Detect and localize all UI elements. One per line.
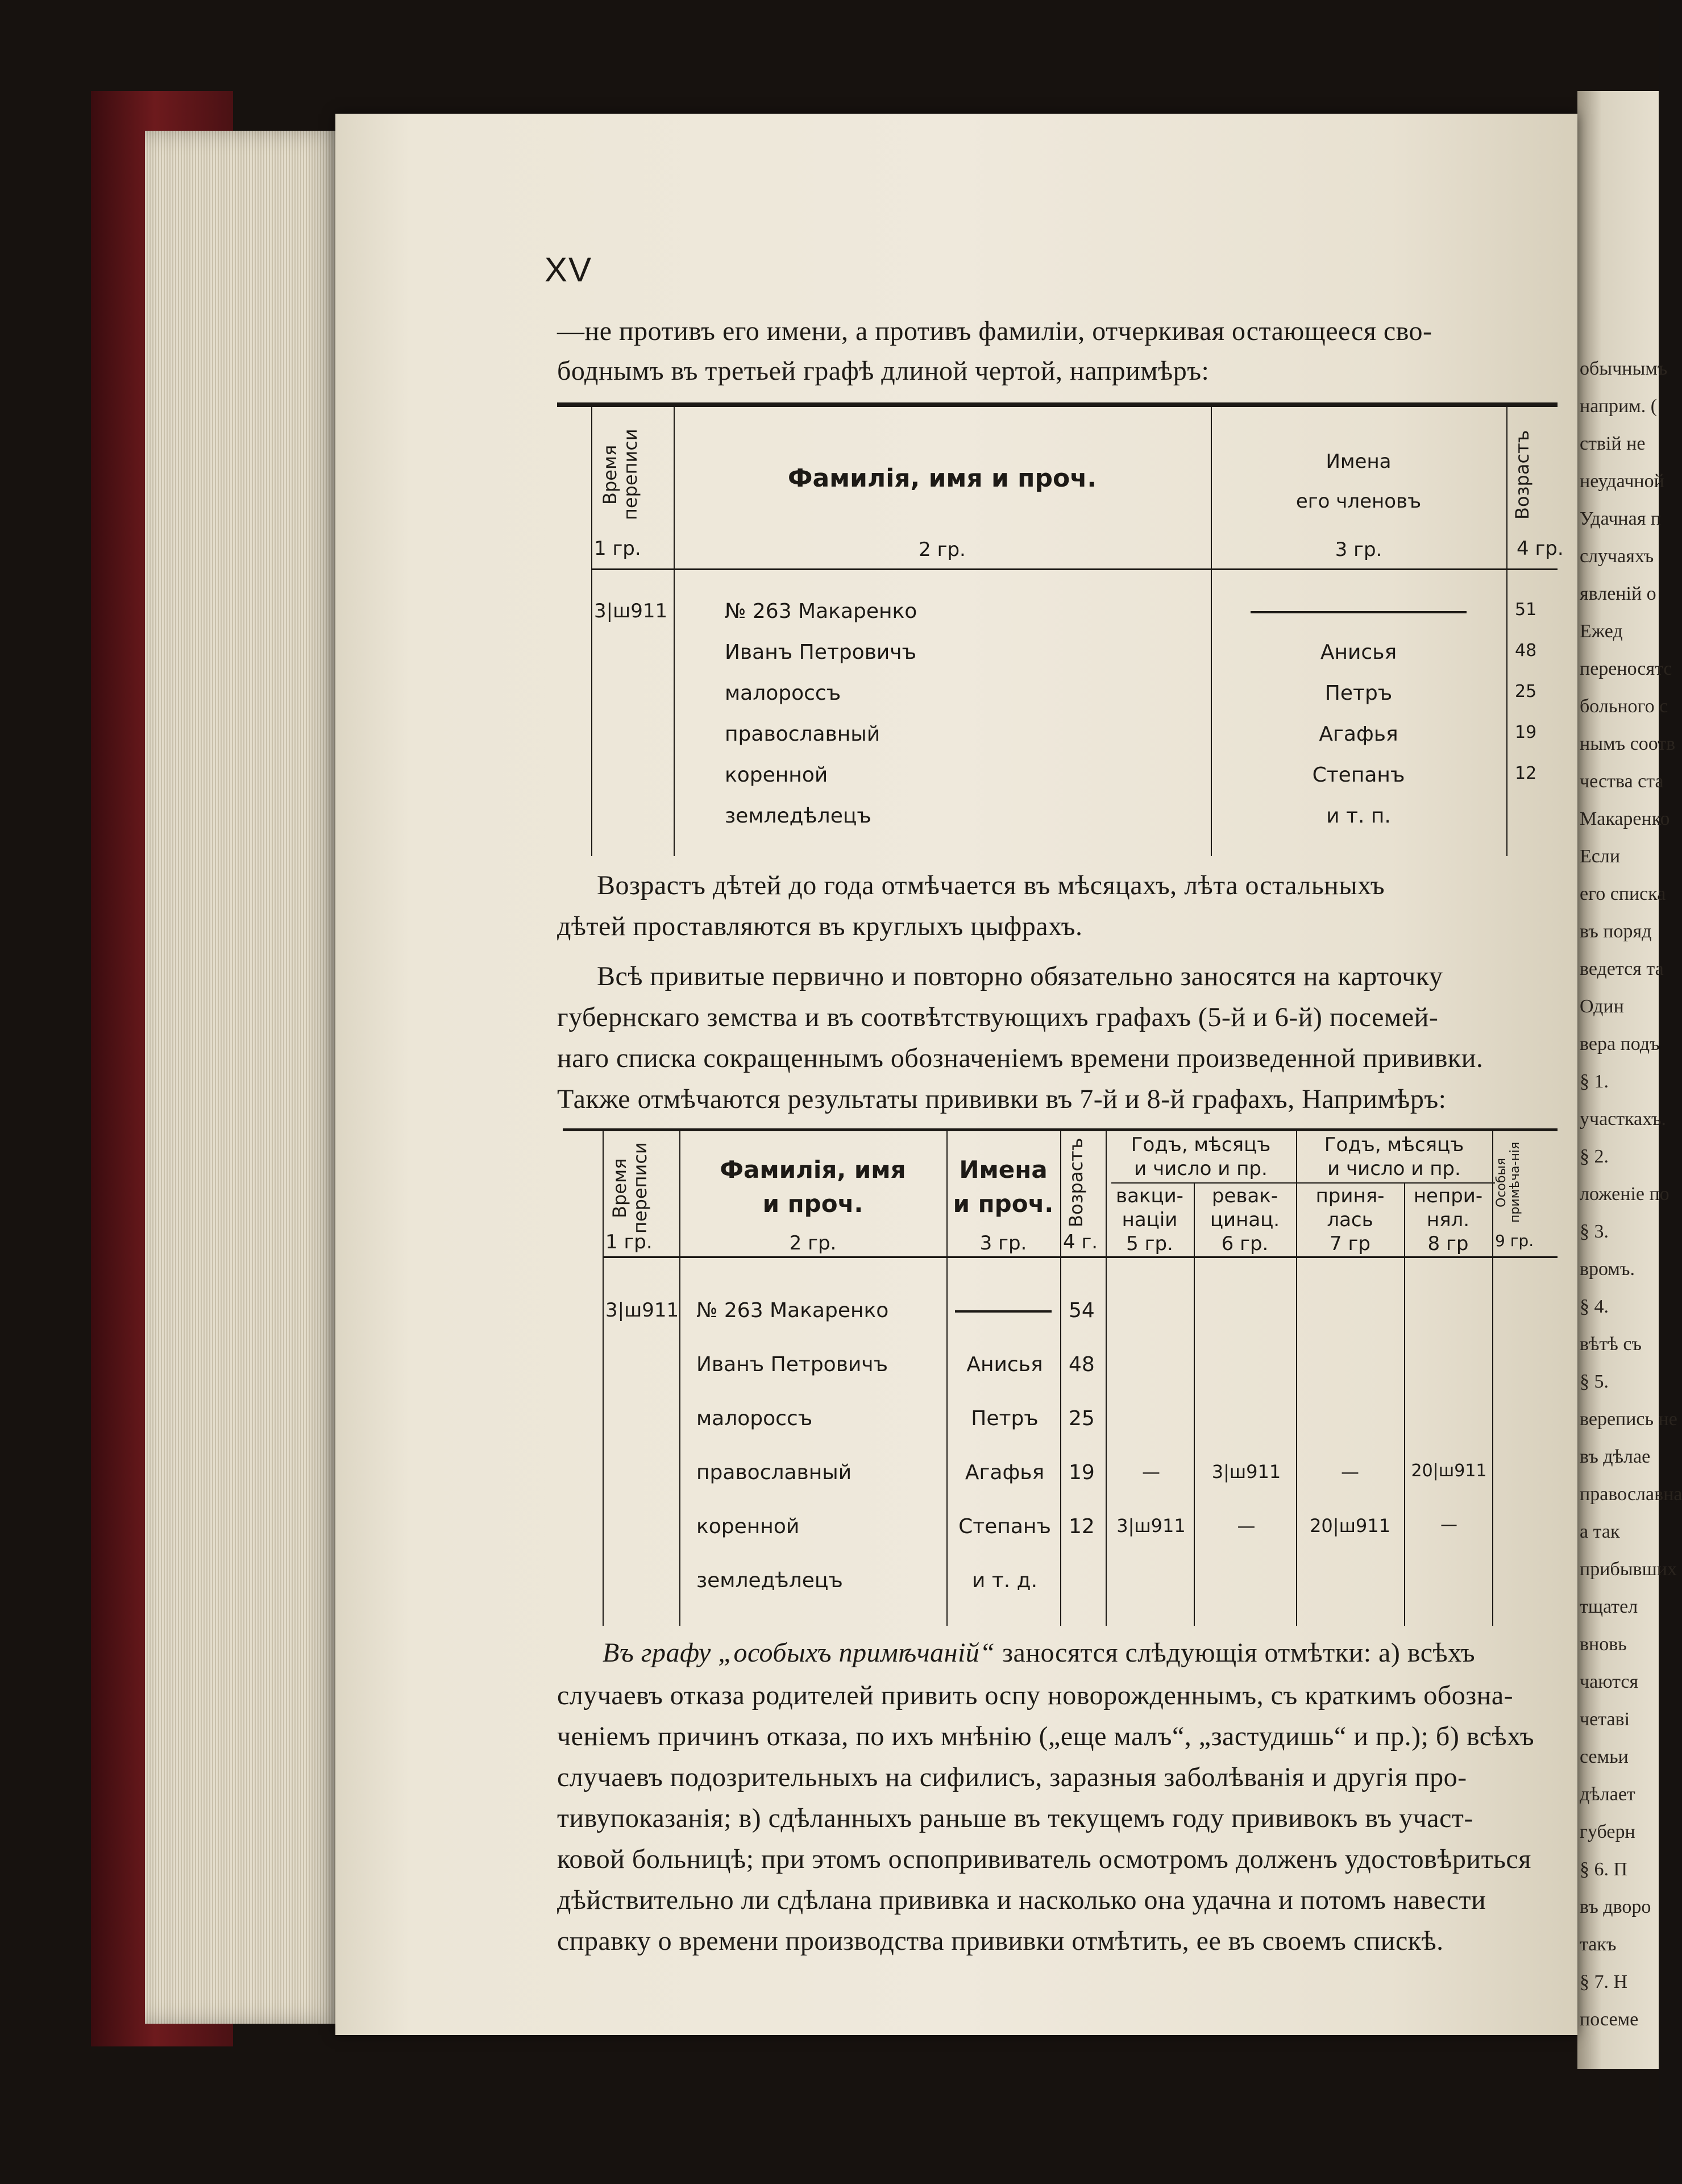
text-line: губернскаго земства и въ соотвѣтствующихъ графахъ (5-й и 6-й) посемей- bbox=[557, 1002, 1439, 1032]
table2-border bbox=[603, 1131, 604, 1626]
table2-header-not-accepted-num: 8 гр bbox=[1427, 1232, 1469, 1255]
table2-col-line bbox=[1060, 1131, 1061, 1626]
adjacent-page-line: Макаренко bbox=[1580, 808, 1670, 829]
table2-header-age-num: 4 г. bbox=[1063, 1231, 1098, 1253]
table2-header-vaccination: вакци- bbox=[1116, 1185, 1183, 1207]
text-line: Также отмѣчаются результаты прививки въ 7-й и 8-й графахъ, Напримѣръ: bbox=[557, 1084, 1447, 1114]
table2-header-year-2: Годъ, мѣсяцъ bbox=[1324, 1133, 1464, 1156]
table2-header-notes-num: 9 гр. bbox=[1495, 1231, 1534, 1250]
table1-age-cell: 19 bbox=[1515, 723, 1537, 742]
table1-family-cell: коренной bbox=[725, 763, 828, 787]
table2-header-vaccination-num: 5 гр. bbox=[1126, 1232, 1173, 1255]
text-line: ковой больницѣ; при этомъ оспопрививатель осмотромъ долженъ удостовѣриться bbox=[557, 1844, 1531, 1874]
table2-header-year-2b: и число и пр. bbox=[1327, 1157, 1461, 1180]
table1-header-time: Время переписи bbox=[599, 429, 641, 521]
adjacent-page-line: ложеніе по bbox=[1580, 1184, 1669, 1205]
table2-header-not-accepted-2: нял. bbox=[1426, 1209, 1470, 1231]
page-number: XV bbox=[545, 251, 593, 289]
adjacent-page-line: § 7. Н bbox=[1580, 1971, 1628, 1992]
adjacent-page-line: вновь bbox=[1580, 1634, 1627, 1655]
table1-name-cell: и т. п. bbox=[1326, 804, 1391, 828]
table1-header-family-num: 2 гр. bbox=[919, 538, 966, 561]
adjacent-page-line: чества ста bbox=[1580, 771, 1664, 792]
text-line: справку о времени производства прививки отмѣтить, ее въ своемъ спискѣ. bbox=[557, 1926, 1444, 1956]
table2-not-accepted-cell: — bbox=[1440, 1515, 1457, 1535]
table2-header-year-1: Годъ, мѣсяцъ bbox=[1131, 1133, 1271, 1156]
adjacent-page-line: явленій о bbox=[1580, 583, 1656, 604]
table1-header-family: Фамилія, имя и проч. bbox=[787, 464, 1097, 493]
adjacent-page-line: вера подъ bbox=[1580, 1033, 1660, 1054]
table2-header-revaccination-num: 6 гр. bbox=[1221, 1232, 1269, 1255]
adjacent-page-line: прибывших bbox=[1580, 1559, 1677, 1580]
adjacent-page-line: § 6. П bbox=[1580, 1859, 1628, 1880]
adjacent-page-line: случаяхъ bbox=[1580, 546, 1654, 567]
adjacent-page bbox=[1577, 91, 1682, 2069]
adjacent-page-line: губерн bbox=[1580, 1821, 1635, 1842]
adjacent-page-line: Если bbox=[1580, 846, 1621, 867]
adjacent-page-line: Ежед bbox=[1580, 621, 1623, 642]
table2-accepted-cell: — bbox=[1341, 1461, 1359, 1483]
table1-date: 3|ш911 bbox=[594, 600, 668, 622]
table2-date: 3|ш911 bbox=[605, 1299, 679, 1322]
table2-header-accepted: приня- bbox=[1315, 1185, 1385, 1207]
adjacent-page-line: ствій не bbox=[1580, 433, 1646, 454]
table2-header-revaccination: ревак- bbox=[1211, 1185, 1278, 1207]
adjacent-page-line: § 1. bbox=[1580, 1071, 1609, 1092]
table2-age-cell: 48 bbox=[1069, 1353, 1095, 1376]
adjacent-page-line: православна bbox=[1580, 1484, 1682, 1505]
adjacent-page-line: § 5. bbox=[1580, 1371, 1609, 1392]
table1-age-cell: 48 bbox=[1515, 641, 1537, 661]
table2-header-rule bbox=[603, 1256, 1558, 1258]
table2-name-cell: и т. д. bbox=[971, 1569, 1038, 1592]
adjacent-page-line: § 2. bbox=[1580, 1146, 1609, 1167]
text-line: —не противъ его имени, а противъ фамиліи, отчеркивая остающееся сво- bbox=[557, 316, 1432, 346]
table2-vaccination-cell: 3|ш911 bbox=[1116, 1515, 1186, 1537]
adjacent-page-line: его списка bbox=[1580, 883, 1666, 904]
table2-accepted-cell: 20|ш911 bbox=[1310, 1515, 1390, 1537]
text-line: Возрастъ дѣтей до года отмѣчается въ мѣсяцахъ, лѣта остальныхъ bbox=[597, 870, 1385, 900]
table2-header-notes: Особыя примѣча-нія bbox=[1494, 1141, 1522, 1223]
table2-header-family-2: и проч. bbox=[762, 1190, 863, 1218]
table2-revaccination-cell: 3|ш911 bbox=[1211, 1461, 1281, 1483]
table2-name-cell: Агафья bbox=[965, 1461, 1045, 1484]
table2-header-family-num: 2 гр. bbox=[789, 1232, 837, 1255]
table2-header-year-1b: и число и пр. bbox=[1134, 1157, 1268, 1180]
adjacent-page-line: а так bbox=[1580, 1521, 1620, 1542]
table2-header-names-2: и проч. bbox=[953, 1190, 1054, 1218]
table1-family-cell: Иванъ Петровичъ bbox=[725, 641, 917, 664]
table2-family-cell: православный bbox=[696, 1461, 852, 1484]
table2-age-cell: 25 bbox=[1069, 1407, 1095, 1430]
text-line: наго списка сокращеннымъ обозначеніемъ времени произведенной прививки. bbox=[557, 1043, 1484, 1073]
table2-name-cell: Степанъ bbox=[958, 1515, 1051, 1538]
table1-name-cell: Степанъ bbox=[1312, 763, 1405, 787]
table1-name-cell: Агафья bbox=[1319, 723, 1398, 746]
table1-name-cell: Петръ bbox=[1324, 682, 1393, 705]
table2-header-time-num: 1 гр. bbox=[605, 1231, 653, 1253]
table1-header-rule bbox=[591, 568, 1558, 570]
table1-age-cell: 12 bbox=[1515, 763, 1537, 783]
table2-not-accepted-cell: 20|ш911 bbox=[1411, 1461, 1487, 1481]
adjacent-page-line: верепись не bbox=[1580, 1409, 1677, 1430]
table2-family-cell: коренной bbox=[696, 1515, 800, 1538]
text-line: дѣтей проставляются въ круглыхъ цыфрахъ. bbox=[557, 911, 1083, 941]
adjacent-page-line: дѣлает bbox=[1580, 1784, 1635, 1805]
adjacent-page-line: Удачная п bbox=[1580, 508, 1662, 529]
italic-term: Въ графу „особыхъ примѣчаній“ bbox=[603, 1638, 995, 1668]
table2-vaccination-cell: — bbox=[1142, 1461, 1160, 1483]
adjacent-page-line: участкахъ. bbox=[1580, 1108, 1667, 1130]
table2-age-cell: 12 bbox=[1069, 1515, 1095, 1538]
table1-family-cell: православный bbox=[725, 723, 881, 746]
table2-header-time: Время переписи bbox=[609, 1142, 651, 1234]
adjacent-page-line: четаві bbox=[1580, 1709, 1630, 1730]
table1-age-cell: 51 bbox=[1515, 600, 1537, 620]
table1-family-cell: малороссъ bbox=[725, 682, 841, 705]
adjacent-page-line: ведется та bbox=[1580, 958, 1664, 979]
table2-header-accepted-2: лась bbox=[1327, 1209, 1373, 1231]
adjacent-page-line: переносятс bbox=[1580, 658, 1672, 679]
table1-age-cell: 25 bbox=[1515, 682, 1537, 701]
table1-surname-dash bbox=[1251, 611, 1467, 613]
table1-header-names: Имена bbox=[1326, 450, 1392, 473]
page-edges bbox=[145, 131, 338, 2024]
table2-header-age: Возрастъ bbox=[1065, 1137, 1087, 1227]
table1-header-time-num: 1 гр. bbox=[594, 537, 641, 560]
adjacent-page-line: § 3. bbox=[1580, 1221, 1609, 1242]
table1-family-cell: земледѣлецъ bbox=[725, 804, 871, 828]
table1-header-age: Возрастъ bbox=[1511, 430, 1533, 520]
table2-family-cell: земледѣлецъ bbox=[696, 1569, 843, 1592]
table2-header-vaccination-2: націи bbox=[1122, 1209, 1178, 1231]
table2-header-not-accepted: непри- bbox=[1413, 1185, 1483, 1207]
text-line: тивупоказанія; в) сдѣланныхъ раньше въ текущемъ году прививокъ въ участ- bbox=[557, 1803, 1473, 1833]
adjacent-page-line: тщател bbox=[1580, 1596, 1638, 1617]
table2-family-cell: № 263 Макаренко bbox=[696, 1299, 889, 1322]
table1-col-line bbox=[1211, 407, 1212, 856]
adjacent-page-line: нымъ соотв bbox=[1580, 733, 1676, 754]
text-line: дѣйствительно ли сдѣлана прививка и насколько она удачна и потомъ навести bbox=[557, 1885, 1486, 1915]
adjacent-page-line: обычнымъ bbox=[1580, 358, 1668, 379]
table1-col-line bbox=[1506, 407, 1507, 856]
table1-header-names-num: 3 гр. bbox=[1335, 538, 1382, 561]
table2-name-cell: Анисья bbox=[966, 1353, 1043, 1376]
table2-revaccination-cell: — bbox=[1237, 1515, 1256, 1537]
table2-surname-dash bbox=[955, 1310, 1052, 1313]
text-line: случаевъ подозрительныхъ на сифилисъ, заразныя заболѣванія и другія про- bbox=[557, 1762, 1467, 1792]
table2-family-cell: Иванъ Петровичъ bbox=[696, 1353, 888, 1376]
table1-header-names-sub: его членовъ bbox=[1295, 490, 1422, 513]
adjacent-page-line: въ дѣлае bbox=[1580, 1446, 1651, 1467]
adjacent-page-line: Один bbox=[1580, 996, 1624, 1017]
text-line: случаевъ отказа родителей привить оспу новорожденнымъ, съ краткимъ обозна- bbox=[557, 1680, 1514, 1710]
table2-header-revaccination-2: цинац. bbox=[1210, 1209, 1280, 1231]
table2-header-accepted-num: 7 гр bbox=[1330, 1232, 1370, 1255]
table1-family-cell: № 263 Макаренко bbox=[725, 600, 917, 623]
table1-top-rule bbox=[557, 402, 1558, 407]
table1-name-cell: Анисья bbox=[1320, 641, 1397, 664]
adjacent-page-line: наприм. ( bbox=[1580, 396, 1658, 417]
adjacent-page-line: въ поряд bbox=[1580, 921, 1652, 942]
text-line: Всѣ привитые первично и повторно обязательно заносятся на карточку bbox=[597, 961, 1443, 991]
table1-border bbox=[591, 407, 592, 856]
table2-header-family: Фамилія, имя bbox=[720, 1156, 906, 1184]
text-line: боднымъ въ третьей графѣ длиной чертой, напримѣръ: bbox=[557, 356, 1210, 386]
adjacent-page-line: семьи bbox=[1580, 1746, 1629, 1767]
table1-header-age-num: 4 гр. bbox=[1517, 537, 1564, 560]
table2-header-names-num: 3 гр. bbox=[979, 1232, 1027, 1255]
adjacent-page-line: посеме bbox=[1580, 2009, 1639, 2030]
adjacent-page-line: чаются bbox=[1580, 1671, 1639, 1692]
adjacent-page-line: § 4. bbox=[1580, 1296, 1609, 1317]
adjacent-page-line: такъ bbox=[1580, 1934, 1617, 1955]
adjacent-page-line: въ дворо bbox=[1580, 1896, 1651, 1917]
adjacent-page-line: неудачной bbox=[1580, 471, 1664, 492]
table2-header-names: Имена bbox=[959, 1156, 1048, 1184]
table2-family-cell: малороссъ bbox=[696, 1407, 813, 1430]
text-line: ченіемъ причинъ отказа, по ихъ мнѣнію („еще малъ“, „застудишь“ и пр.); б) всѣхъ bbox=[557, 1721, 1535, 1751]
table2-age-cell: 54 bbox=[1069, 1299, 1095, 1322]
table2-age-cell: 19 bbox=[1069, 1461, 1095, 1484]
adjacent-page-line: больного с bbox=[1580, 696, 1668, 717]
table2-col-line bbox=[1492, 1131, 1493, 1626]
adjacent-page-line: вѣтѣ съ bbox=[1580, 1334, 1642, 1355]
text-span: заносятся слѣдующія отмѣтки: а) всѣхъ bbox=[995, 1638, 1476, 1668]
table2-name-cell: Петръ bbox=[971, 1407, 1039, 1430]
adjacent-page-line: вромъ. bbox=[1580, 1259, 1635, 1280]
text-line-notes-intro bbox=[603, 1637, 1475, 1668]
